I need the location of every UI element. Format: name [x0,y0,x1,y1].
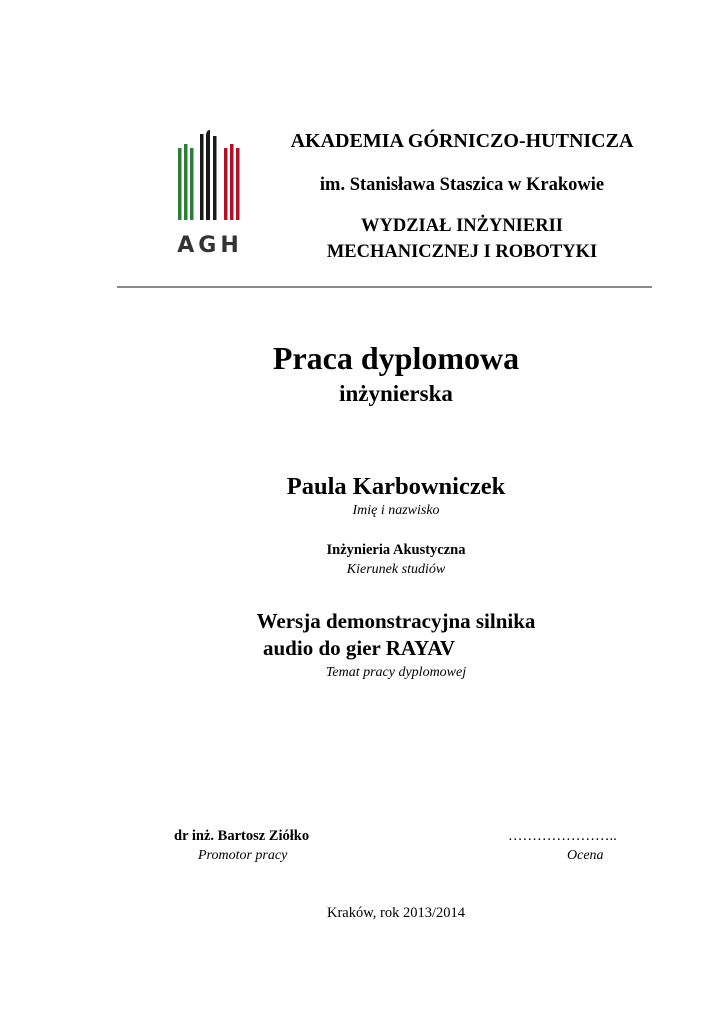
thesis-topic-line-2: audio do gier RAYAV [263,636,455,660]
thesis-type: inżynierska [339,381,453,406]
university-subtitle: im. Stanisława Staszica w Krakowie [319,175,605,195]
agh-logo-icon [174,128,246,258]
promoter-name: dr inż. Bartosz Ziółko [174,828,310,844]
thesis-topic-caption: Temat pracy dyplomowej [325,665,467,680]
header-divider [117,286,652,288]
grade-caption: Ocena [567,848,604,863]
faculty-line-2: MECHANICZNEJ I ROBOTYKI [326,242,598,262]
field-of-study: Inżynieria Akustyczna [326,542,466,558]
place-and-year: Kraków, rok 2013/2014 [327,905,465,921]
promoter-caption: Promotor pracy [198,848,288,863]
university-name: AKADEMIA GÓRNICZO-HUTNICZA [290,130,634,152]
thesis-title: Praca dyplomowa [272,340,520,376]
field-of-study-caption: Kierunek studiów [346,562,446,577]
agh-logo [174,128,246,258]
author-name: Paula Karbowniczek [286,473,506,500]
faculty-line-1: WYDZIAŁ INŻYNIERII [360,216,563,236]
logo-text: AGH [177,233,243,258]
author-caption: Imię i nazwisko [352,503,440,518]
grade-field: ………………….. [508,828,617,844]
thesis-topic-line-1: Wersja demonstracyjna silnika [256,609,536,633]
